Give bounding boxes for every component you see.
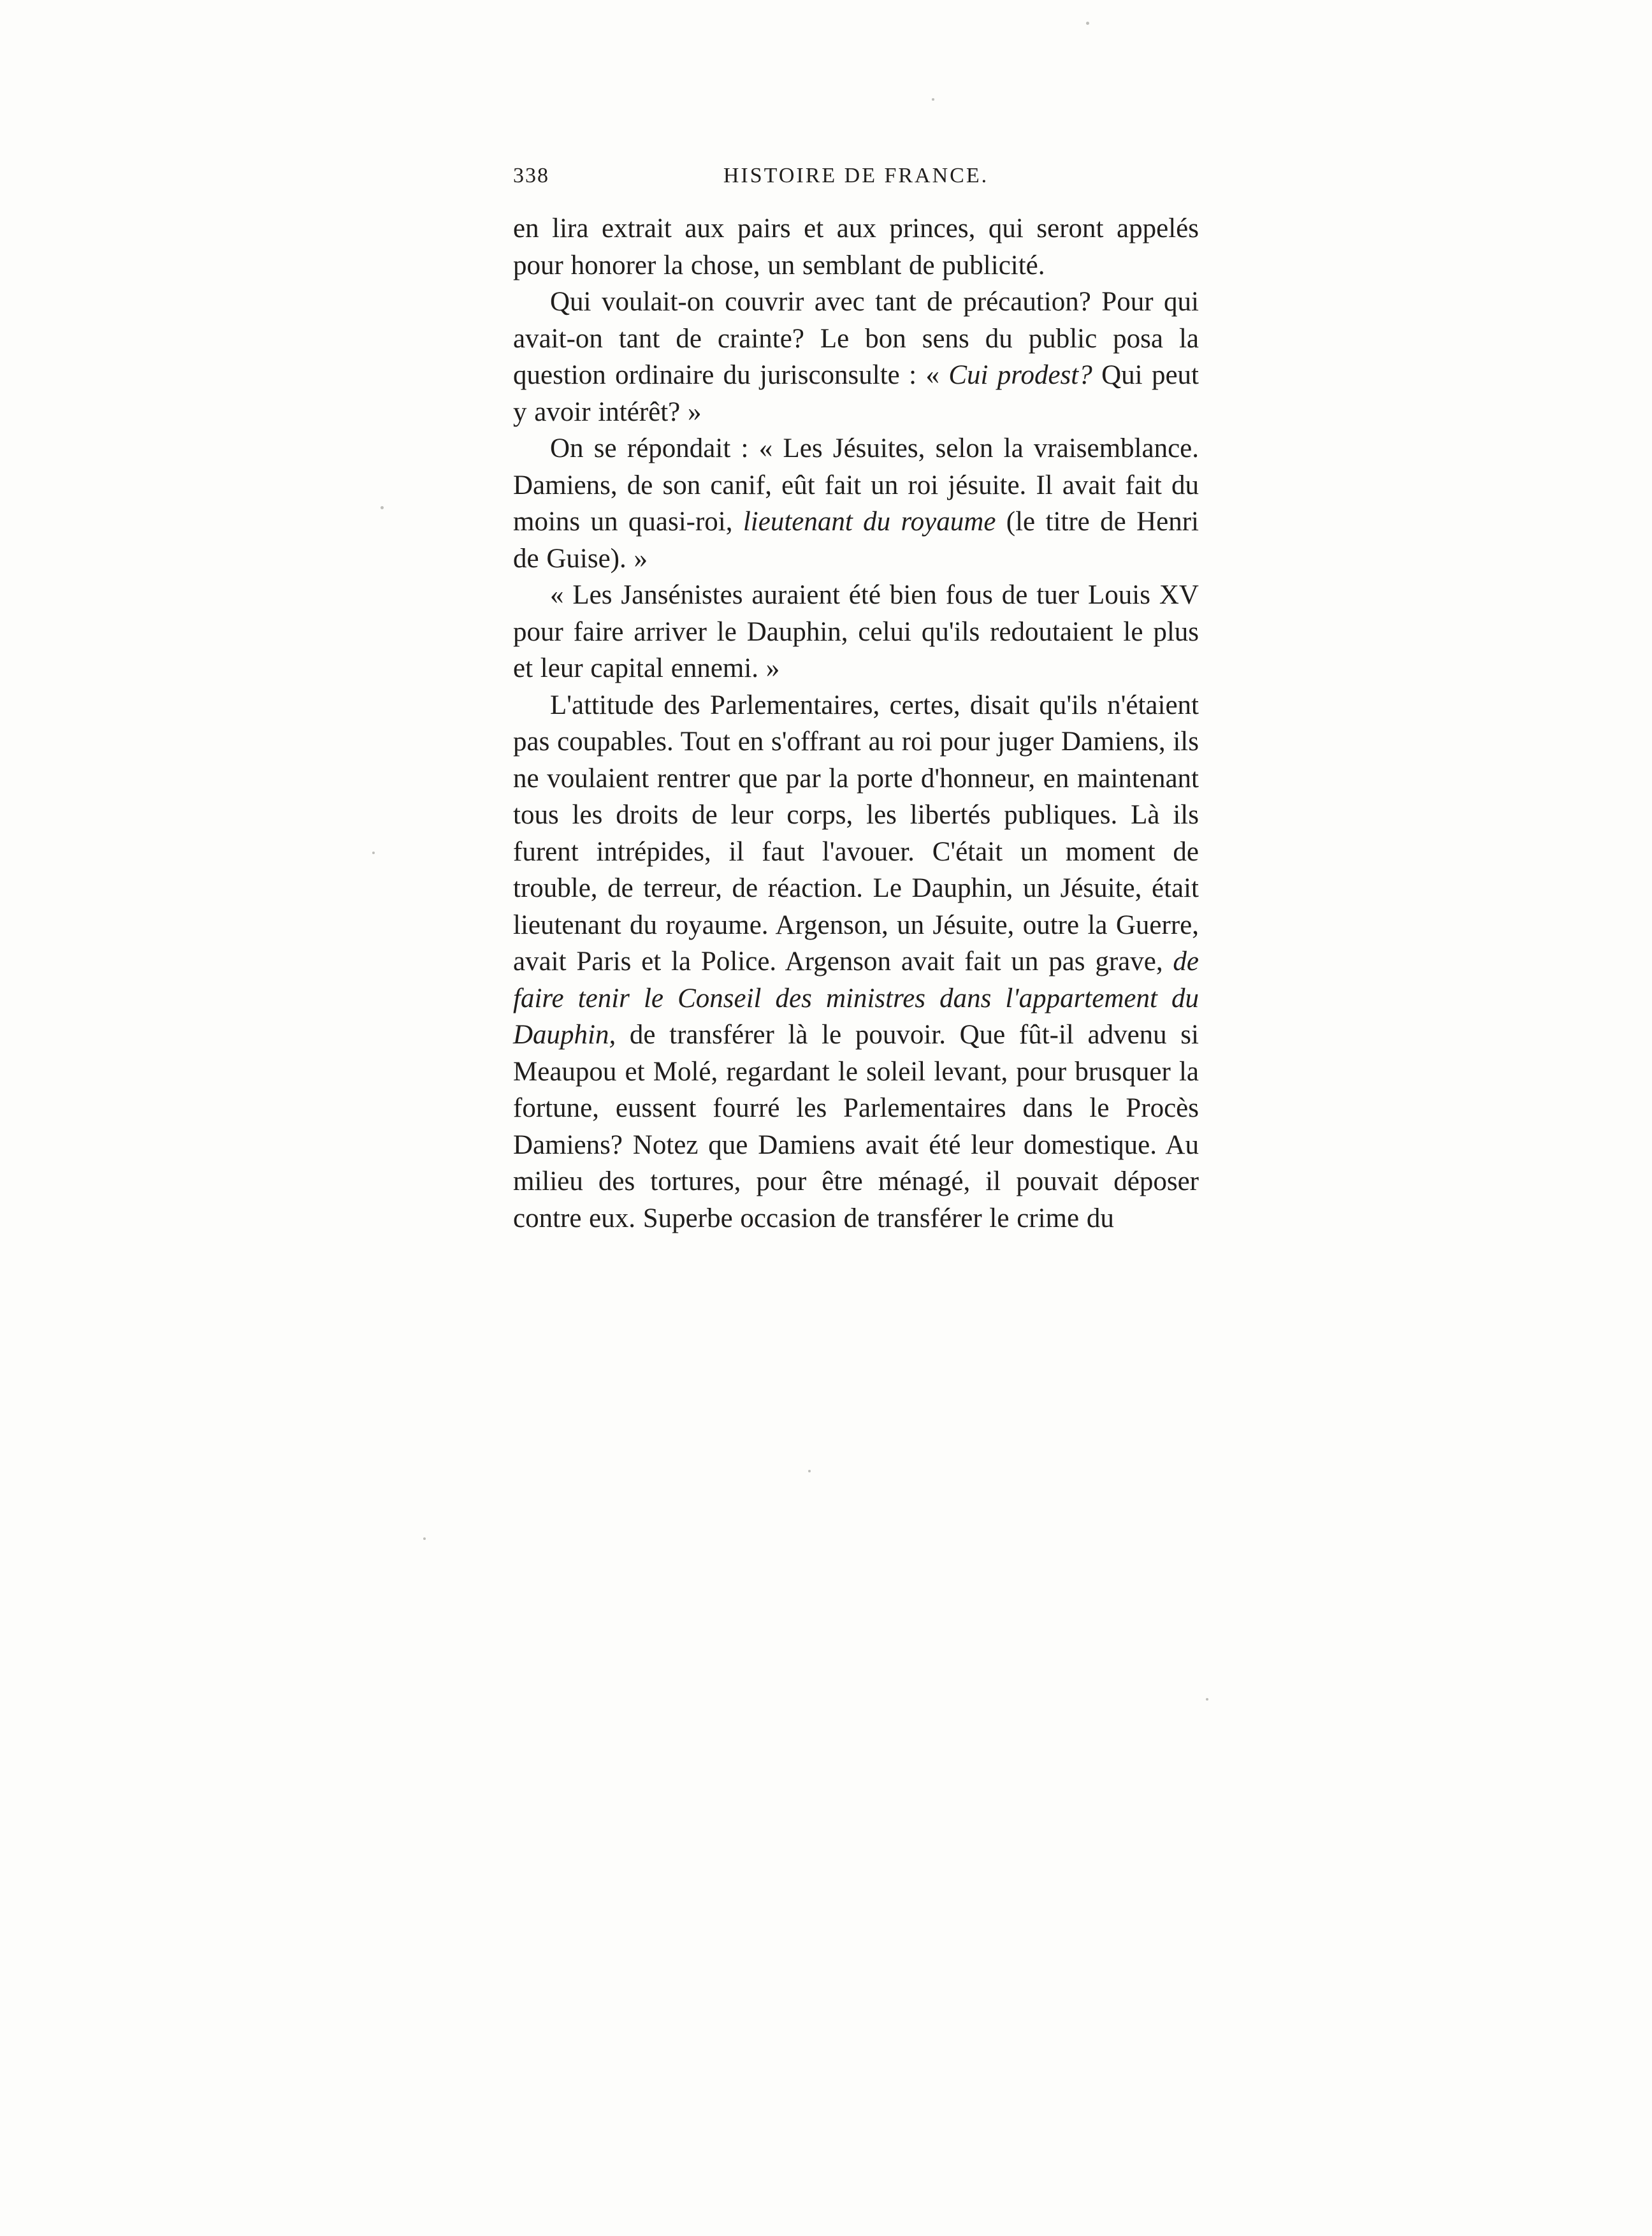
paragraph [513, 284, 1199, 430]
italic-text-run: de faire tenir le Conseil des ministres dans l'appartement du Dauphin, [513, 947, 1199, 1050]
paragraph [513, 577, 1199, 687]
text-run: Qui voulait-on couvrir avec tant de précaution? Pour qui avait-on tant de crainte? Le bon sens du public posa la question ordinaire du jurisconsulte : « [513, 287, 1199, 390]
page-number: 338 [513, 164, 549, 187]
scan-speck [380, 506, 384, 509]
paragraph [513, 210, 1199, 284]
scan-speck [1086, 22, 1089, 25]
scan-speck [808, 1470, 811, 1472]
italic-text-run: lieutenant du royaume [743, 507, 996, 537]
scan-speck [932, 98, 934, 101]
text-run: en lira extrait aux pairs et aux princes, qui seront appelés pour honorer la chose, un semblant de publicité. [513, 214, 1199, 280]
paragraph [513, 430, 1199, 577]
text-run: (le titre de Henri de Guise). » [513, 507, 1199, 574]
text-run: de transférer là le pouvoir. Que fût-il advenu si Meaupou et Molé, regardant le soleil levant, pour brusquer la fortune, eussent fourré les Parlementaires dans le Procès Damiens? Notez que Damiens avait été leur domestique. Au milieu des tortures, pour être ménagé, il pouvait déposer contre eux. Superbe occasion de transférer le crime du [513, 1020, 1199, 1233]
scan-speck [423, 1537, 426, 1540]
paragraph [513, 687, 1199, 1237]
italic-text-run: Cui prodest? [948, 360, 1092, 390]
text-run: Qui peut y avoir intérêt? » [513, 360, 1199, 427]
text-block [513, 210, 1199, 1237]
scan-speck [1206, 1698, 1208, 1701]
scan-speck [372, 852, 375, 854]
text-run: L'attitude des Parlementaires, certes, disait qu'ils n'étaient pas coupables. Tout en s'offrant au roi pour juger Damiens, ils ne voulaient rentrer que par la porte d'honneur, en maintenant tous les droits de leur corps, les libertés publiques. Là ils furent intrépides, il faut l'avouer. C'était un moment de trouble, de terreur, de réaction. Le Dauphin, un Jésuite, était lieutenant du royaume. Argenson, un Jésuite, outre la Guerre, avait Paris et la Police. Argenson avait fait un pas grave, [513, 690, 1199, 976]
running-title: HISTOIRE DE FRANCE. [723, 164, 989, 187]
text-run: « Les Jansénistes auraient été bien fous de tuer Louis XV pour faire arriver le Dauphin, celui qu'ils redoutaient le plus et leur capital ennemi. » [513, 580, 1199, 683]
page-header [513, 161, 1199, 191]
text-run: On se répondait : « Les Jésuites, selon la vraisemblance. Damiens, de son canif, eût fait un roi jésuite. Il avait fait du moins un quasi-roi, [513, 433, 1199, 537]
